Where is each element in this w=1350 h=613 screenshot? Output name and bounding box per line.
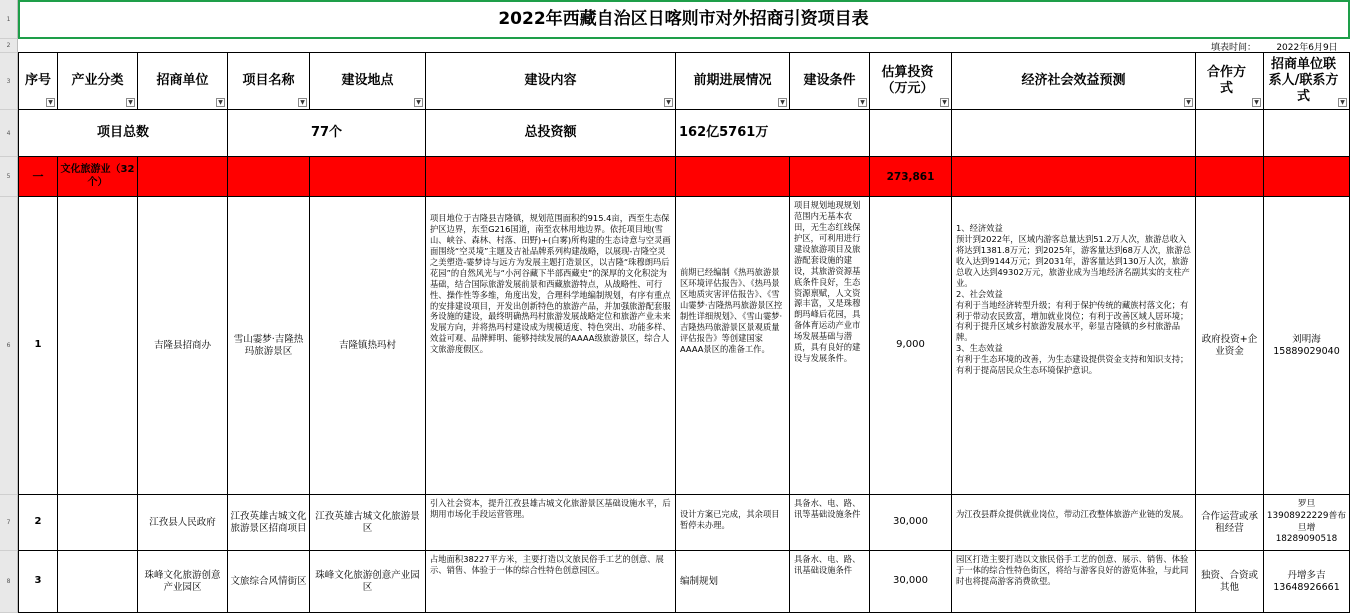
project-3-contact[interactable]: 丹增多吉 13648926661 — [1264, 551, 1350, 613]
category-empty-cell[interactable] — [228, 157, 310, 197]
project-3-location[interactable]: 珠峰文化旅游创意产业园区 — [310, 551, 426, 613]
project-1-progress[interactable]: 前期已经编制《热玛旅游景区环境评估报告》、《热玛景区地质灾害评估报告》、《雪山霎梦·吉隆热玛旅游景区控制性详细规划》、《雪山霎梦·吉隆热玛旅游景区景观质量评估报告》等创建国家AAAA景区的准备工作。 — [676, 197, 790, 495]
project-2-name[interactable]: 江孜英雄古城文化旅游景区招商项目 — [228, 495, 310, 551]
header-progress[interactable] — [676, 53, 790, 110]
project-1-industry[interactable] — [58, 197, 138, 495]
category-empty-cell[interactable] — [426, 157, 676, 197]
header-location[interactable] — [310, 53, 426, 110]
project-3-content[interactable]: 占地面积38227平方米，主要打造以文旅民俗手工艺的创意、展示、销售、体验于一体的综合性特色创意园区。 — [426, 551, 676, 613]
project-3-conditions[interactable]: 具备水、电、路、讯基础设施条件 — [790, 551, 870, 613]
project-2-coop[interactable]: 合作运营或承租经营 — [1196, 495, 1264, 551]
project-2-progress[interactable]: 设计方案已完成，其余项目暂停未办理。 — [676, 495, 790, 551]
header-seq-label: 序号 — [24, 72, 51, 88]
category-empty-cell[interactable] — [676, 157, 790, 197]
row-header-2[interactable]: 2 — [0, 39, 18, 53]
project-3-investment[interactable]: 30,000 — [870, 551, 952, 613]
dropdown-arrow-icon[interactable]: ▼ — [778, 98, 787, 107]
summary-invest-label[interactable]: 总投资额 — [426, 110, 676, 157]
fill-date-label[interactable]: 填表时间： — [1210, 42, 1256, 53]
header-location-label: 建设地点 — [341, 72, 394, 88]
dropdown-arrow-icon[interactable]: ▼ — [664, 98, 673, 107]
project-3-benefit[interactable]: 园区打造主要打造以文旅民俗手工艺的创意、展示、销售、体验于一体的综合性特色街区，将给与游客良好的游览体验，与此同时也将提高游客消费欲望。 — [952, 551, 1196, 613]
project-3-progress[interactable]: 编制规划 — [676, 551, 790, 613]
project-2-conditions[interactable]: 具备水、电、路、讯等基础设施条件 — [790, 495, 870, 551]
header-seq[interactable] — [18, 53, 58, 110]
category-seq[interactable]: 一 — [18, 157, 58, 197]
header-benefit-label: 经济社会效益预测 — [1021, 72, 1126, 88]
project-1-investment[interactable]: 9,000 — [870, 197, 952, 495]
header-industry[interactable] — [58, 53, 138, 110]
project-1-name[interactable]: 雪山霎梦·吉隆热玛旅游景区 — [228, 197, 310, 495]
fill-date-value[interactable]: 2022年6月9日 — [1276, 42, 1338, 53]
header-investment-label: 估算投资（万元） — [881, 64, 934, 96]
project-3-seq[interactable]: 3 — [18, 551, 58, 613]
row-header-6[interactable]: 6 — [0, 197, 18, 495]
project-2-unit[interactable]: 江孜县人民政府 — [138, 495, 228, 551]
row-header-4[interactable]: 4 — [0, 110, 18, 157]
dropdown-arrow-icon[interactable]: ▼ — [1252, 98, 1261, 107]
header-conditions-label: 建设条件 — [803, 72, 856, 88]
summary-total-value[interactable]: 77个 — [228, 110, 426, 157]
project-3-industry[interactable] — [58, 551, 138, 613]
project-3-name[interactable]: 文旅综合风情街区 — [228, 551, 310, 613]
dropdown-arrow-icon[interactable]: ▼ — [1338, 98, 1347, 107]
header-coop[interactable] — [1196, 53, 1264, 110]
sheet-title[interactable]: 2022年西藏自治区日喀则市对外招商引资项目表 — [18, 0, 1350, 39]
category-empty-cell[interactable] — [952, 157, 1196, 197]
summary-empty-cell[interactable] — [1264, 110, 1350, 157]
project-2-contact[interactable]: 罗旦 13908922229普布旦增 18289090518 — [1264, 495, 1350, 551]
project-2-benefit[interactable]: 为江孜县群众提供就业岗位，带动江孜整体旅游产业链的发展。 — [952, 495, 1196, 551]
summary-empty-cell[interactable] — [1196, 110, 1264, 157]
project-1-unit[interactable]: 吉隆县招商办 — [138, 197, 228, 495]
category-empty-cell[interactable] — [310, 157, 426, 197]
summary-invest-value[interactable]: 162亿5761万 — [676, 110, 870, 157]
header-unit-label: 招商单位 — [156, 72, 209, 88]
row-header-8[interactable]: 8 — [0, 551, 18, 613]
header-progress-label: 前期进展情况 — [693, 72, 772, 88]
project-2-location[interactable]: 江孜英雄古城文化旅游景区 — [310, 495, 426, 551]
header-content-label: 建设内容 — [524, 72, 577, 88]
dropdown-arrow-icon[interactable]: ▼ — [858, 98, 867, 107]
category-empty-cell[interactable] — [790, 157, 870, 197]
dropdown-arrow-icon[interactable]: ▼ — [1184, 98, 1193, 107]
header-conditions[interactable] — [790, 53, 870, 110]
project-2-industry[interactable] — [58, 495, 138, 551]
category-empty-cell[interactable] — [138, 157, 228, 197]
dropdown-arrow-icon[interactable]: ▼ — [216, 98, 225, 107]
dropdown-arrow-icon[interactable]: ▼ — [940, 98, 949, 107]
header-contact[interactable] — [1264, 53, 1350, 110]
dropdown-arrow-icon[interactable]: ▼ — [46, 98, 55, 107]
header-unit[interactable] — [138, 53, 228, 110]
summary-total-label[interactable]: 项目总数 — [18, 110, 228, 157]
header-name[interactable] — [228, 53, 310, 110]
row-header-5[interactable]: 5 — [0, 157, 18, 197]
header-content[interactable] — [426, 53, 676, 110]
project-1-seq[interactable]: 1 — [18, 197, 58, 495]
project-3-unit[interactable]: 珠峰文化旅游创意产业园区 — [138, 551, 228, 613]
fill-date-row — [18, 39, 1350, 53]
header-investment[interactable] — [870, 53, 952, 110]
category-name[interactable]: 文化旅游业（32个） — [58, 157, 138, 197]
project-2-seq[interactable]: 2 — [18, 495, 58, 551]
row-header-1[interactable]: 1 — [0, 0, 18, 39]
header-coop-label: 合作方式 — [1206, 64, 1246, 96]
dropdown-arrow-icon[interactable]: ▼ — [126, 98, 135, 107]
project-1-coop[interactable]: 政府投资+企业资金 — [1196, 197, 1264, 495]
project-1-benefit[interactable]: 1、经济效益 预计到2022年，区域内游客总量达到51.2万人次，旅游总收入将达到1381.8万元；到2025年，游客量达到68万人次，旅游总收入达到9144万元；到2031年，游客量达到130万人次，旅游总收入达到49302万元，旅游业成为当地经济名副其实的支柱产业。 2、社会效益 有利于当地经济转型升级；有利于保护传统的藏族村落文化；有利于带动农民致富，增加就业岗位；有利于改善区域人居环境；有利于提升区域乡村旅游发展水平，彰显吉隆镇的乡村旅游品牌。 3、生态效益 有利于生态环境的改善，为生态建设提供资金支持和知识支持；有利于提高居民众生态环境保护意识。 — [952, 197, 1196, 495]
summary-empty-cell[interactable] — [870, 110, 952, 157]
header-benefit[interactable] — [952, 53, 1196, 110]
row-header-3[interactable]: 3 — [0, 53, 18, 110]
dropdown-arrow-icon[interactable]: ▼ — [298, 98, 307, 107]
project-2-content[interactable]: 引入社会资本，提升江孜县雄古城文化旅游景区基础设施水平，后期用市场化手段运营管理。 — [426, 495, 676, 551]
category-empty-cell[interactable] — [1196, 157, 1264, 197]
summary-empty-cell[interactable] — [952, 110, 1196, 157]
category-investment[interactable]: 273,861 — [870, 157, 952, 197]
project-1-location[interactable]: 吉隆镇热玛村 — [310, 197, 426, 495]
project-1-content[interactable]: 项目地位于吉隆县吉隆镇，规划范围面积约915.4亩，西至生态保护区边界，东至G216国道，南至农林用地边界。依托项目地(雪山、峡谷、森林、村落、田野)+(白雾)所构建的生态诗意与空灵画面围绕“空灵境”主题及吉祉品牌系列构建战略，以展现-吉隆空灵之美塑造-霎梦诗与远方为发展主题打造景区，以吉隆“珠穆朗玛后花园”的自然风光与“小河谷藏下半部西藏史”的深厚的文化积淀为基础，结合国际旅游发展前景和西藏旅游特点，从战略性、可行性、操作性等多维，角度出发，合理科学地编制规划，有序有重点的安排建设项目，开发出创新特色的旅游产品，并加强旅游配套服务设施的建设，最终明确热玛村旅游发展战略定位和旅游产业未来发展方向，并将热玛村建设成为规模适度、特色突出、功能多样、效益可观、品牌鲜明、能够持续发展的AAAA级旅游景区，综合人文旅游度假区。 — [426, 197, 676, 495]
header-name-label: 项目名称 — [242, 72, 295, 88]
project-2-investment[interactable]: 30,000 — [870, 495, 952, 551]
project-3-coop[interactable]: 独资、合资或其他 — [1196, 551, 1264, 613]
category-empty-cell[interactable] — [1264, 157, 1350, 197]
header-industry-label: 产业分类 — [71, 72, 124, 88]
row-header-7[interactable]: 7 — [0, 495, 18, 551]
dropdown-arrow-icon[interactable]: ▼ — [414, 98, 423, 107]
project-1-contact[interactable]: 刘明海 15889029040 — [1264, 197, 1350, 495]
header-contact-label: 招商单位联系人/联系方式 — [1268, 56, 1339, 105]
project-1-conditions[interactable]: 项目规划地现规划范围内无基本农田，无生态红线保护区，可利用进行建设旅游项目及旅游配套设施的建设，其旅游资源基底条件良好，生态资源禀赋，人文资源丰富，又是珠穆朗玛峰后花园，具备体育运动产业市场发展基础与潜质，具有良好的建设与发展条件。 — [790, 197, 870, 495]
